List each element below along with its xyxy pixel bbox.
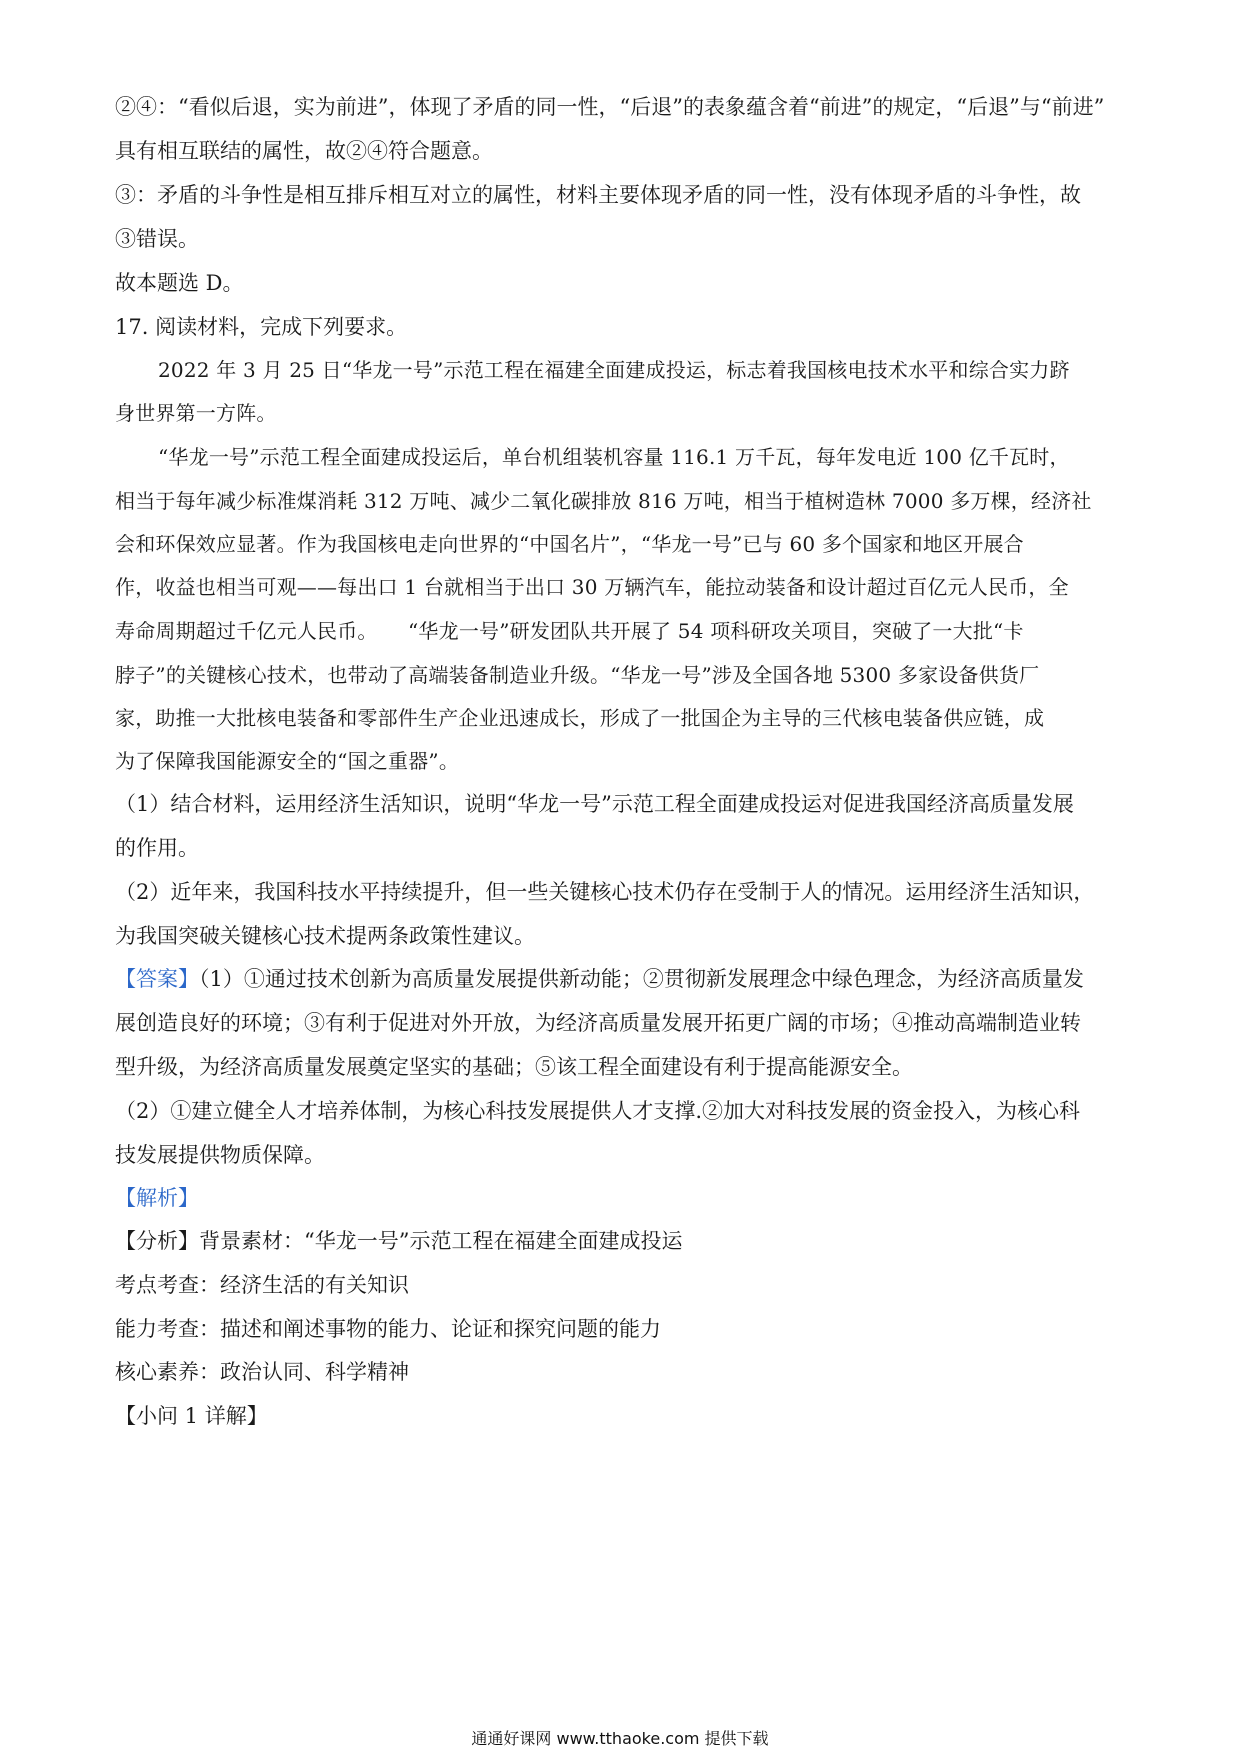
sub-question-1: （1）结合材料，运用经济生活知识，说明“华龙一号”示范工程全面建成投运对促进我国经济高质量发展 [115, 792, 1074, 816]
sub-question-2: （2）近年来，我国科技水平持续提升，但一些关键核心技术仍存在受制于人的情况。运用经济生活知识， [115, 880, 1095, 904]
question-heading: 17. 阅读材料，完成下列要求。 [115, 315, 408, 339]
answer-line: （2）①建立健全人才培养体制，为核心科技发展提供人才支撑.②加大对科技发展的资金投入，为核心科 [115, 1099, 1081, 1123]
answer-line: 技发展提供物质保障。 [115, 1143, 325, 1167]
material-line: 身世界第一方阵。 [115, 401, 277, 425]
material-line: 作，收益也相当可观——每出口 1 台就相当于出口 30 万辆汽车，能拉动装备和设计超过百亿元人民币，全 [115, 575, 1069, 599]
sub-question-detail-heading: 【小问 1 详解】 [115, 1404, 268, 1428]
material-line: “华龙一号”示范工程全面建成投运后，单台机组装机容量 116.1 万千瓦，每年发电近 100 亿千瓦时， [158, 445, 1070, 469]
analysis-label: 【解析】 [115, 1186, 199, 1210]
analysis-line: 【分析】背景素材：“华龙一号”示范工程在福建全面建成投运 [115, 1229, 683, 1253]
material-line: 家，助推一大批核电装备和零部件生产企业迅速成长，形成了一批国企为主导的三代核电装备供应链，成 [115, 706, 1045, 730]
material-line: 2022 年 3 月 25 日“华龙一号”示范工程在福建全面建成投运，标志着我国核电技术水平和综合实力跻 [158, 358, 1070, 382]
explanation-line: ③错误。 [115, 227, 199, 251]
material-line: 会和环保效应显著。作为我国核电走向世界的“中国名片”，“华龙一号”已与 60 多个国家和地区开展合 [115, 532, 1024, 556]
sub-question-2-cont: 为我国突破关键核心技术提两条政策性建议。 [115, 924, 535, 948]
page-footer: 通通好课网 www.tthaoke.com 提供下载 [471, 1729, 769, 1748]
material-line: 寿命周期超过千亿元人民币。 “华龙一号”研发团队共开展了 54 项科研攻关项目，突破了一大批“卡 [115, 619, 1024, 643]
answer-label: 【答案】 [115, 967, 199, 991]
sub-question-1-cont: 的作用。 [115, 836, 199, 860]
material-line: 相当于每年减少标准煤消耗 312 万吨、减少二氧化碳排放 816 万吨，相当于植树造林 7000 多万棵，经济社 [115, 489, 1092, 513]
analysis-line: 核心素养：政治认同、科学精神 [115, 1360, 409, 1384]
analysis-line: 考点考查：经济生活的有关知识 [115, 1273, 409, 1297]
conclusion-line: 故本题选 D。 [115, 271, 244, 295]
answer-line [115, 964, 1084, 994]
explanation-line: 具有相互联结的属性，故②④符合题意。 [115, 139, 493, 163]
explanation-line: ②④：“看似后退，实为前进”，体现了矛盾的同一性，“后退”的表象蕴含着“前进”的规定，“后退”与“前进” [115, 95, 1105, 119]
answer-text: （1）①通过技术创新为高质量发展提供新动能；②贯彻新发展理念中绿色理念，为经济高质量发 [199, 967, 1084, 991]
analysis-line: 能力考查：描述和阐述事物的能力、论证和探究问题的能力 [115, 1317, 661, 1341]
answer-line: 展创造良好的环境；③有利于促进对外开放，为经济高质量发展开拓更广阔的市场；④推动高端制造业转 [115, 1011, 1081, 1035]
material-line: 脖子”的关键核心技术，也带动了高端装备制造业升级。“华龙一号”涉及全国各地 5300 多家设备供货厂 [115, 663, 1040, 687]
material-line: 为了保障我国能源安全的“国之重器”。 [115, 749, 460, 773]
answer-line: 型升级，为经济高质量发展奠定坚实的基础；⑤该工程全面建设有利于提高能源安全。 [115, 1055, 913, 1079]
explanation-line: ③：矛盾的斗争性是相互排斥相互对立的属性，材料主要体现矛盾的同一性，没有体现矛盾的斗争性，故 [115, 183, 1081, 207]
